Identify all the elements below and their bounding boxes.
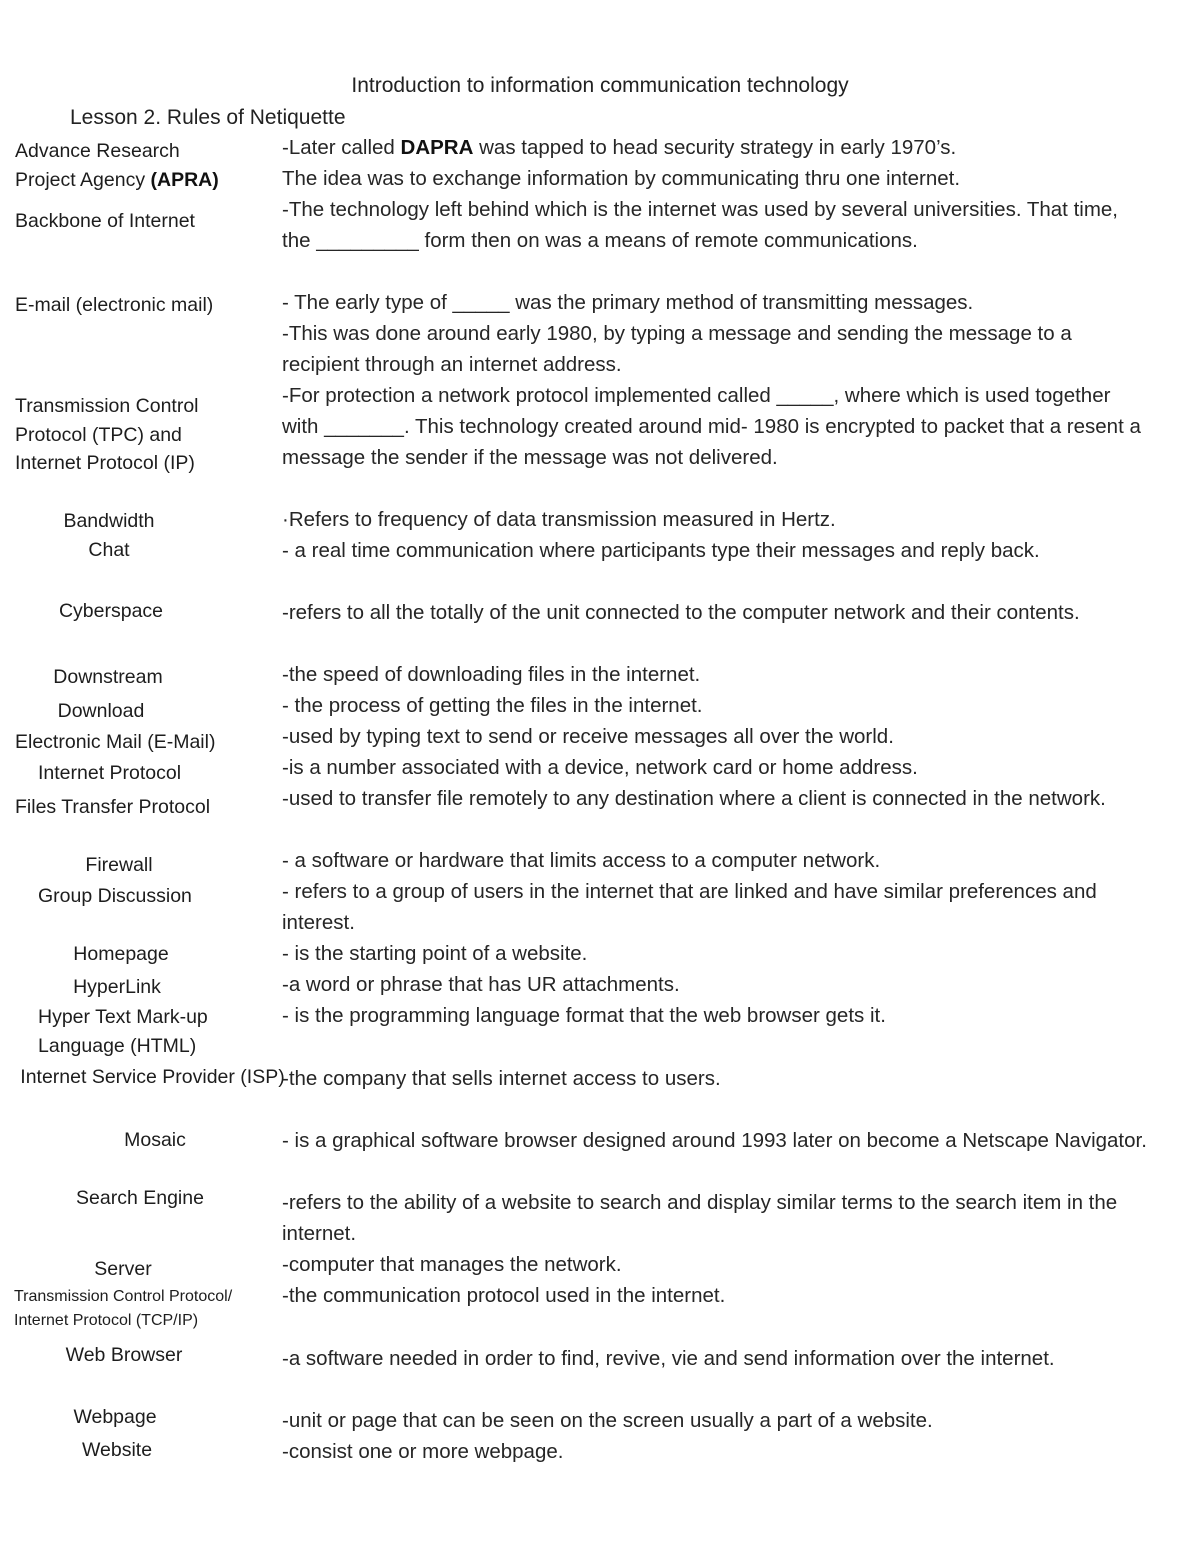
term-hyperlink: HyperLink [73, 976, 161, 998]
definition-tcp-ip-protocol: -the communication protocol used in the internet. [282, 1284, 726, 1307]
definition-web-browser: -a software needed in order to find, revive, vie and send information over the internet. [282, 1347, 1055, 1370]
definition-server: -computer that manages the network. [282, 1253, 622, 1276]
definition-email: - The early type of _____ was the primary method of transmitting messages. [282, 291, 974, 314]
term-search-engine: Search Engine [76, 1187, 204, 1209]
definition-hyperlink: -a word or phrase that has UR attachments. [282, 973, 680, 996]
term-cyberspace: Cyberspace [58, 600, 164, 622]
lesson-subtitle: Lesson 2. Rules of Netiquette [70, 106, 346, 129]
definition-website: -consist one or more webpage. [282, 1440, 564, 1463]
definition-html: - is the programming language format that the web browser gets it. [282, 1004, 886, 1027]
term-mosaic: Mosaic [124, 1129, 186, 1151]
definition-apra: -Later called DAPRA was tapped to head security strategy in early 1970’s. The idea was to exchange information by communicating thru one internet. [282, 136, 961, 190]
term-web-browser: Web Browser [65, 1344, 183, 1366]
term-ftp: Files Transfer Protocol [15, 796, 211, 818]
definition-download: - the process of getting the files in the internet. [282, 694, 703, 717]
term-email: E-mail (electronic mail) [15, 294, 214, 316]
term-website: Website [81, 1439, 153, 1461]
term-homepage: Homepage [73, 943, 169, 965]
definition-cyberspace: -refers to all the totally of the unit connected to the computer network and their contents. [282, 601, 1080, 624]
term-html: Hyper Text Mark-up Language (HTML) [38, 1006, 208, 1057]
definition-search-engine: -refers to the ability of a website to search and display similar terms to the search item in the internet. [282, 1191, 1118, 1245]
term-apra: Advance Research Project Agency (APRA) [15, 140, 219, 191]
definition-email-2: -This was done around early 1980, by typing a message and sending the message to a recipient through an internet address. [282, 322, 1072, 376]
definition-ftp: -used to transfer file remotely to any destination where a client is connected in the network. [282, 787, 1106, 810]
term-bandwidth: Bandwidth [63, 510, 155, 532]
definition-downstream: -the speed of downloading files in the internet. [282, 663, 701, 686]
definition-webpage: -unit or page that can be seen on the screen usually a part of a website. [282, 1409, 933, 1432]
term-backbone: Backbone of Internet [15, 210, 195, 232]
term-tcp-ip-protocol: Transmission Control Protocol/ Internet Protocol (TCP/IP) [14, 1288, 233, 1329]
definition-mosaic: - is a graphical software browser designed around 1993 later on become a Netscape Navigator. [282, 1129, 1147, 1152]
term-download: Download [57, 700, 145, 722]
term-server: Server [94, 1258, 152, 1280]
definition-group-discussion: - refers to a group of users in the internet that are linked and have similar preferences and interest. [282, 880, 1097, 934]
term-group-discussion: Group Discussion [38, 885, 192, 907]
definition-chat: - a real time communication where participants type their messages and reply back. [282, 539, 1040, 562]
term-tcp-ip: Transmission Control Protocol (TPC) and Internet Protocol (IP) [15, 395, 199, 474]
term-isp: Internet Service Provider (ISP) [20, 1066, 285, 1088]
term-chat: Chat [88, 539, 130, 561]
term-electronic-mail: Electronic Mail (E-Mail) [15, 731, 216, 753]
definition-backbone: -The technology left behind which is the internet was used by several universities. That time, the _________ form then on was a means of remote communications. [282, 198, 1118, 252]
definition-internet-protocol: -is a number associated with a device, network card or home address. [282, 756, 918, 779]
term-internet-protocol: Internet Protocol [38, 762, 182, 784]
definition-bandwidth: ·Refers to frequency of data transmission measured in Hertz. [282, 508, 836, 531]
term-downstream: Downstream [53, 666, 163, 688]
term-webpage: Webpage [73, 1406, 157, 1428]
definition-electronic-mail: -used by typing text to send or receive messages all over the world. [282, 725, 894, 748]
definition-homepage: - is the starting point of a website. [282, 942, 588, 965]
definition-isp: -the company that sells internet access to users. [282, 1067, 721, 1090]
document-title: Introduction to information communication technology [351, 74, 849, 97]
definition-tcp-ip: -For protection a network protocol implemented called _____, where which is used together with _______. This technology created around mid- 1980 is encrypted to packet that a resent a message the sender if the message was not delivered. [282, 384, 1141, 469]
term-firewall: Firewall [85, 854, 153, 876]
definition-firewall: - a software or hardware that limits access to a computer network. [282, 849, 881, 872]
